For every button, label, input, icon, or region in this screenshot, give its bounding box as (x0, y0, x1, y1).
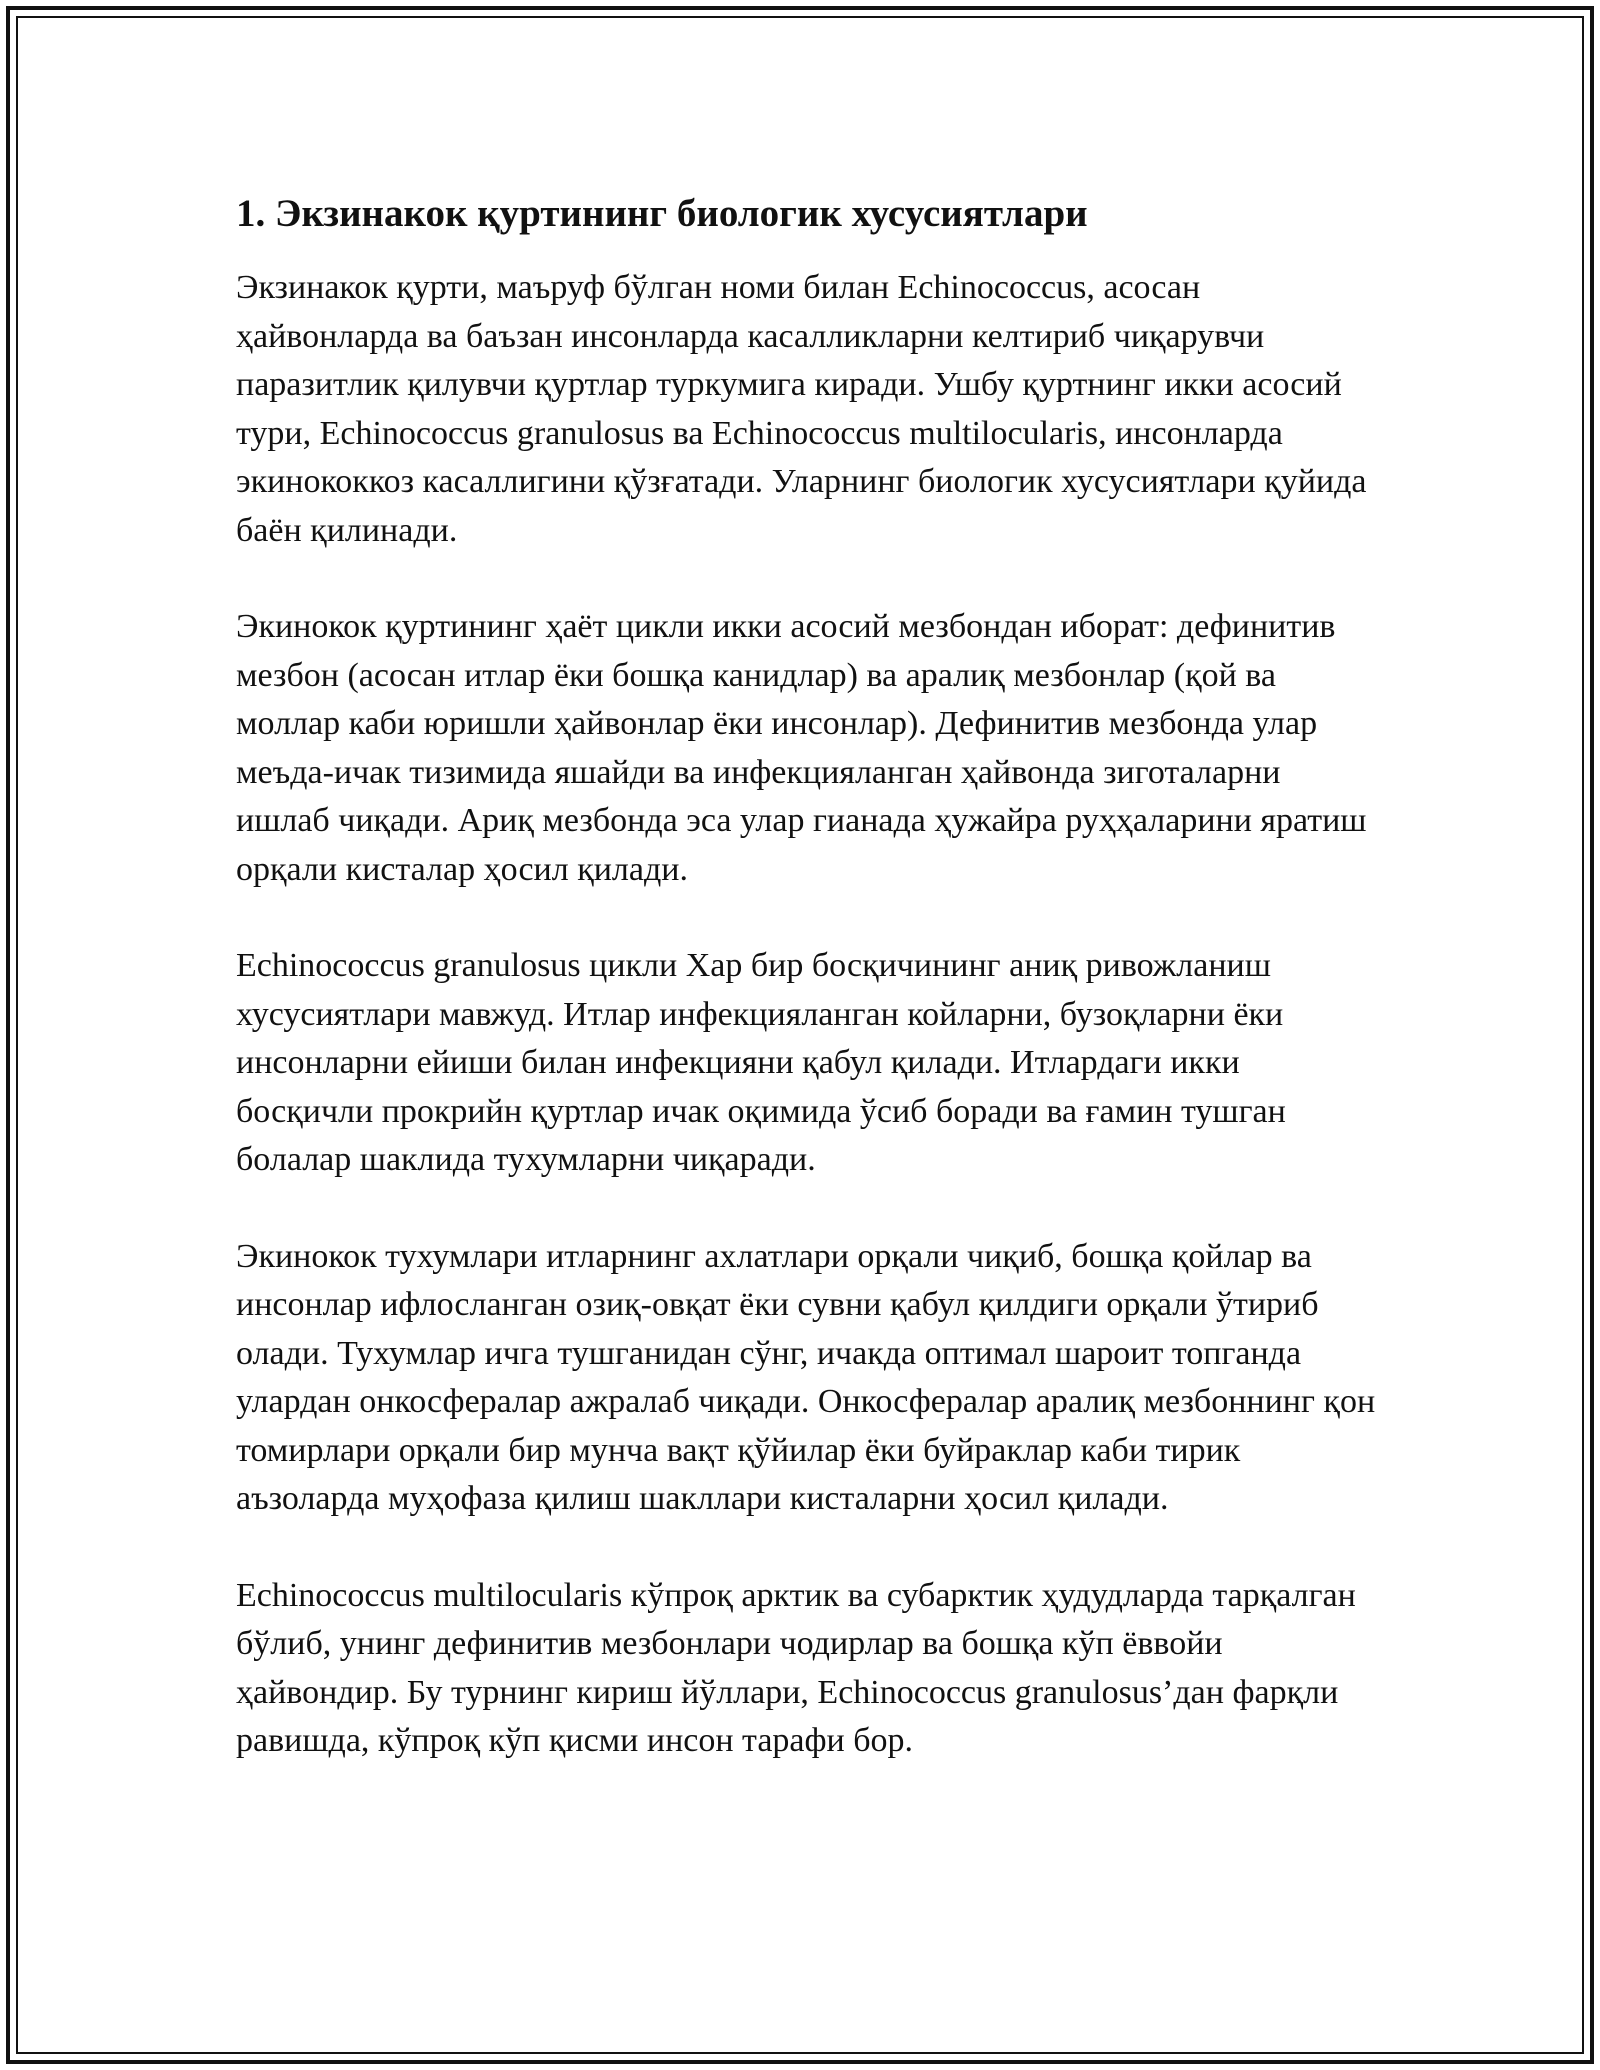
paragraph-granulosus-cycle: Echinococcus granulosus цикли Хар бир босқичининг аниқ ривожланиш хусусиятлари мавжуд. Итлар инфекцияланган койларни, бузоқларни ёки инсонларни ейиши билан инфекцияни қабул қилади. Итлардаги икки босқичли прокрийн қуртлар ичак оқимида ўсиб боради ва ғамин тушган болалар шаклида тухумларни чиқаради. (236, 947, 1286, 1178)
paragraph-intro: Экзинакок қурти, маъруф бўлган номи билан Echinococcus, асосан ҳайвонларда ва баъзан инсонларда касалликларни келтириб чиқарувчи паразитлик қилувчи қуртлар туркумига киради. Ушбу қуртнинг икки асосий тури, Echinococcus granulosus ва Echinococcus multilocularis, инсонларда экинококкоз касаллигини қўзғатади. Уларнинг биологик хусусиятлари қуйида баён қилинади. (236, 269, 1367, 549)
paragraph-eggs-transmission: Экинокок тухумлари итларнинг ахлатлари орқали чиқиб, бошқа қойлар ва инсонлар ифлосланган озиқ-овқат ёки сувни қабул қилдиги орқали ўтириб олади. Тухумлар ичга тушганидан сўнг, ичакда оптимал шароит топганда улардан онкосфералар ажралаб чиқади. Онкосфералар аралиқ мезбоннинг қон томирлари орқали бир мунча вақт қўйилар ёки буйраклар каби тирик аъзоларда муҳофаза қилиш шакллари кисталарни ҳосил қилади. (236, 1237, 1376, 1517)
document-body (236, 188, 1376, 1814)
paragraph-multilocularis: Echinococcus multilocularis кўпроқ арктик ва субарктик ҳудудларда тарқалган бўлиб, унинг дефинитив мезбонлари чодирлар ва бошқа кўп ёввойи ҳайвондир. Бу турнинг кириш йўллари, Echinococcus granulosus’дан фарқли равишда, кўпроқ кўп қисми инсон тарафи бор. (236, 1576, 1356, 1759)
section-heading: 1. Экзинакок қуртининг биологик хусусиятлари (236, 192, 1088, 235)
paragraph-life-cycle: Экинокок қуртининг ҳаёт цикли икки асосий мезбондан иборат: дефинитив мезбон (асосан итлар ёки бошқа канидлар) ва аралиқ мезбонлар (қой ва моллар каби юришли ҳайвонлар ёки инсонлар). Дефинитив мезбонда улар меъда-ичак тизимида яшайди ва инфекцияланган ҳайвонда зиготаларни ишлаб чиқади. Ариқ мезбонда эса улар гианада ҳужайра руҳҳаларини яратиш орқали кисталар ҳосил қилади. (236, 608, 1367, 888)
